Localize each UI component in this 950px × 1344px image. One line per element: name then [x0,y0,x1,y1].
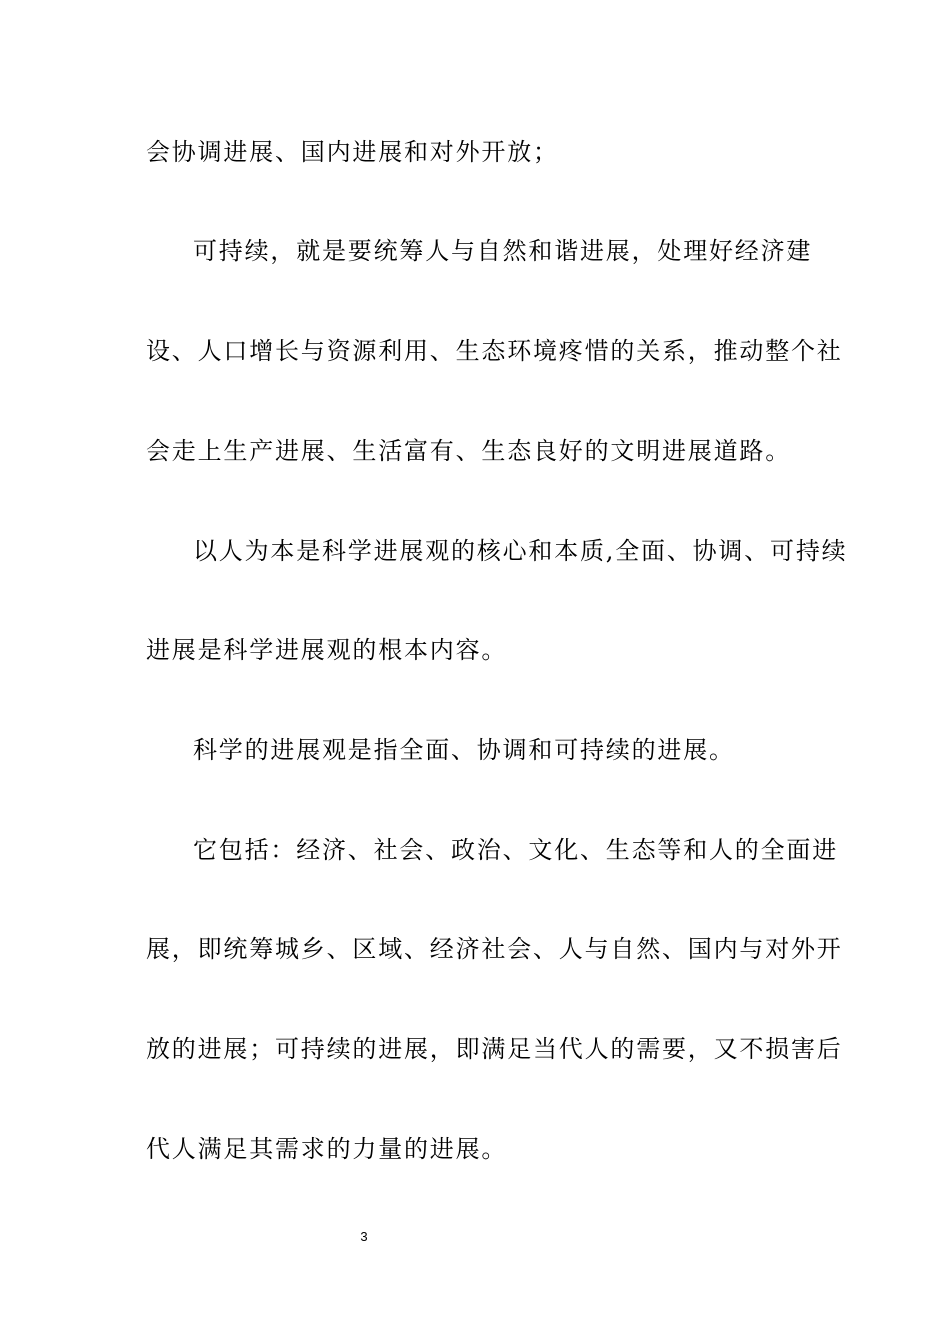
text-line-9: 展，即统筹城乡、区域、经济社会、人与自然、国内与对外开 [146,935,843,963]
text-line-3: 设、人口增长与资源利用、生态环境疼惜的关系，推动整个社 [146,337,843,365]
text-line-7: 科学的进展观是指全面、协调和可持续的进展。 [193,736,735,764]
text-line-2: 可持续，就是要统筹人与自然和谐进展，处理好经济建 [193,237,813,265]
text-line-11: 代人满足其需求的力量的进展。 [146,1135,508,1163]
text-line-8: 它包括：经济、社会、政治、文化、生态等和人的全面进 [193,836,838,864]
page-number: 3 [360,1229,368,1244]
text-line-1: 会协调进展、国内进展和对外开放； [146,138,559,166]
text-line-6: 进展是科学进展观的根本内容。 [146,636,508,664]
text-line-10: 放的进展；可持续的进展，即满足当代人的需要，又不损害后 [146,1035,843,1063]
text-line-4: 会走上生产进展、生活富有、生态良好的文明进展道路。 [146,437,791,465]
text-line-5: 以人为本是科学进展观的核心和本质,全面、协调、可持续 [193,537,848,565]
